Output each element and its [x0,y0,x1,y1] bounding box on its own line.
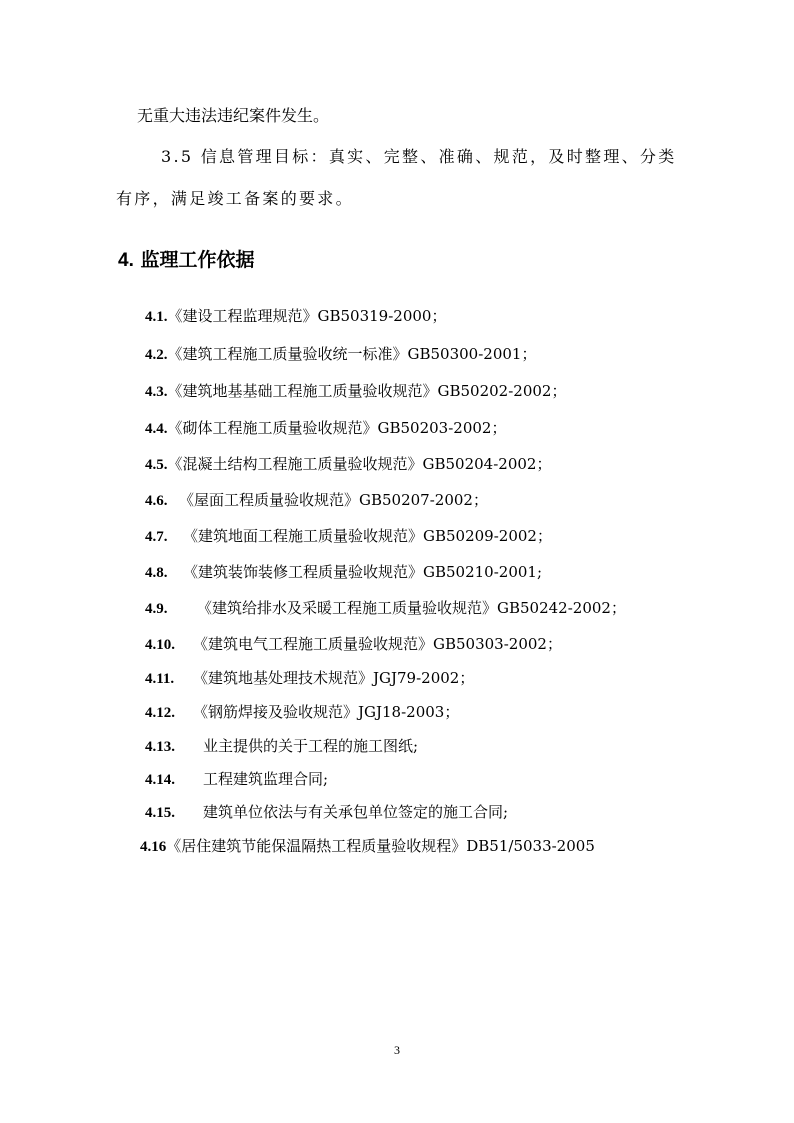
reference-item [145,598,626,619]
reference-item [145,802,508,823]
reference-number: 4.2. [145,347,168,363]
reference-number: 4.6. [145,493,168,509]
section-number: 4. [118,250,134,271]
reference-text: 《混凝土结构工程施工质量验收规范》GB50204-2002； [167,455,552,473]
reference-text: 《砌体工程施工质量验收规范》GB50203-2002； [167,419,507,437]
paragraph-text: 有序，满足竣工备案的要求。 [116,189,354,208]
reference-text: 《屋面工程质量验收规范》GB50207-2002； [179,491,488,509]
reference-text: 建筑单位依法与有关承包单位签定的施工合同; [203,803,509,821]
paragraph-conclusion [137,106,329,126]
section-title: 监理工作依据 [140,249,255,271]
reference-item [145,526,552,547]
reference-number: 4.1. [145,309,168,325]
reference-number: 4.5. [145,457,168,473]
reference-number: 4.15. [145,805,175,821]
reference-number: 4.14. [145,772,175,788]
reference-text: 《建筑装饰装修工程质量验收规范》GB50210-2001; [183,563,543,581]
reference-item [145,344,536,365]
reference-number: 4.3. [145,384,168,400]
paragraph-info-management [161,147,677,167]
reference-item [145,490,488,511]
reference-number: 4.8. [145,565,168,581]
reference-text: 《建筑工程施工质量验收统一标准》GB50300-2001； [167,345,537,363]
reference-number: 4.10. [145,637,175,653]
reference-item [145,634,562,655]
reference-item [145,702,459,723]
reference-number: 4.16 [140,839,167,855]
page-number: 3 [394,1043,400,1057]
reference-item [145,306,446,327]
paragraph-info-management-cont [116,189,354,209]
reference-number: 4.7. [145,529,168,545]
reference-text: 《建筑给排水及采暖工程施工质量验收规范》GB50242-2002； [197,599,626,617]
reference-item [145,562,542,583]
reference-text: 《建筑地基处理技术规范》JGJ79-2002； [193,669,475,687]
reference-text: 《钢筋焊接及验收规范》JGJ18-2003； [193,703,460,721]
reference-number: 4.4. [145,421,168,437]
reference-text: 《建设工程监理规范》GB50319-2000； [167,307,447,325]
reference-text: 《建筑电气工程施工质量验收规范》GB50303-2002； [193,635,562,653]
reference-number: 4.12. [145,705,175,721]
reference-item [140,836,595,857]
reference-number: 4.13. [145,739,175,755]
reference-item [145,418,506,439]
reference-item [145,454,551,475]
section-heading [118,248,255,273]
reference-item [145,736,418,757]
reference-text: 《建筑地基基础工程施工质量验收规范》GB50202-2002； [167,382,567,400]
reference-text: 业主提供的关于工程的施工图纸; [203,737,419,755]
reference-number: 4.11. [145,671,175,687]
reference-number: 4.9. [145,601,168,617]
reference-text: 《居住建筑节能保温隔热工程质量验收规程》DB51/5033-2005 [166,837,595,855]
paragraph-text: 3.5 信息管理目标：真实、完整、准确、规范，及时整理、分类 [161,147,677,166]
reference-text: 《建筑地面工程施工质量验收规范》GB50209-2002； [183,527,552,545]
reference-text: 工程建筑监理合同; [203,770,329,788]
reference-item [145,769,328,790]
paragraph-text: 无重大违法违纪案件发生。 [137,106,330,125]
reference-item [145,668,474,689]
reference-item [145,381,566,402]
